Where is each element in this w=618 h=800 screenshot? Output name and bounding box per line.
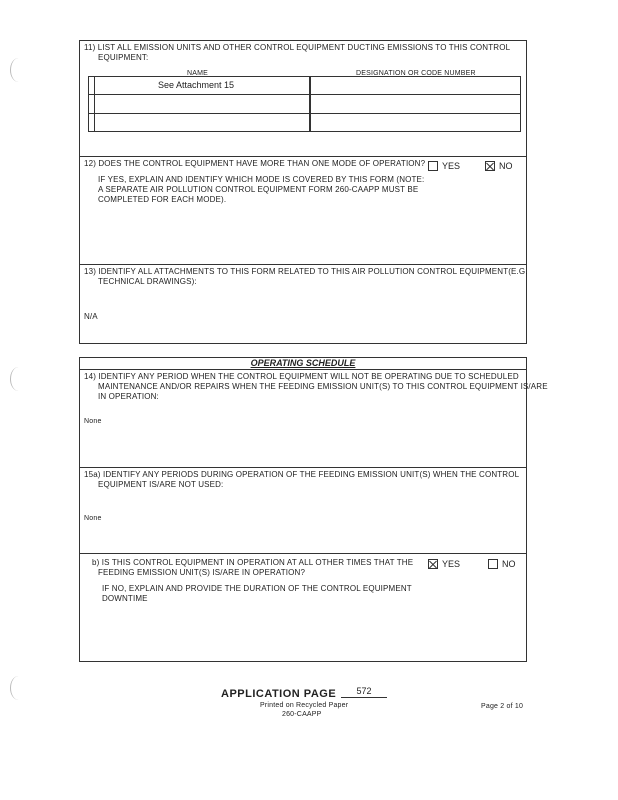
table-divider xyxy=(94,76,95,132)
q15a-label-cont: EQUIPMENT IS/ARE NOT USED: xyxy=(98,480,224,489)
section-divider xyxy=(79,467,527,468)
operating-schedule-header: OPERATING SCHEDULE xyxy=(250,358,356,368)
q12-yes-checkbox[interactable] xyxy=(428,161,438,171)
q15b-note-line1: IF NO, EXPLAIN AND PROVIDE THE DURATION OF THE CONTROL EQUIPMENT xyxy=(102,584,412,593)
q12-yes-label: YES xyxy=(442,161,461,171)
q13-label: 13) IDENTIFY ALL ATTACHMENTS TO THIS FORM RELATED TO THIS AIR POLLUTION CONTROL EQUIPMENT(E.G. xyxy=(84,267,528,276)
table-row-name-value: See Attachment 15 xyxy=(158,80,235,90)
q15b-yes-checkbox[interactable] xyxy=(428,559,438,569)
application-page-label: APPLICATION PAGE xyxy=(221,688,337,700)
q14-label-cont2: IN OPERATION: xyxy=(98,392,159,401)
header-divider xyxy=(79,369,527,370)
section-divider xyxy=(79,156,527,157)
punch-hole-mark xyxy=(10,676,27,700)
application-page-number: 572 xyxy=(341,686,387,698)
q13-label-cont: TECHNICAL DRAWINGS): xyxy=(98,277,197,286)
form-code: 260-CAAPP xyxy=(282,711,322,718)
q14-label-cont: MAINTENANCE AND/OR REPAIRS WHEN THE FEEDING EMISSION UNIT(S) TO THIS CONTROL EQUIPMENT IS/ARE xyxy=(98,382,548,391)
punch-hole-mark xyxy=(10,367,27,391)
q15b-label-cont: FEEDING EMISSION UNIT(S) IS/ARE IN OPERATION? xyxy=(98,568,306,577)
table-row-line xyxy=(88,113,310,114)
q15b-yes-label: YES xyxy=(442,559,461,569)
q15a-label: 15a) IDENTIFY ANY PERIODS DURING OPERATION OF THE FEEDING EMISSION UNIT(S) WHEN THE CONTROL xyxy=(84,470,520,479)
q15b-no-label: NO xyxy=(502,559,516,569)
q12-note-line1: IF YES, EXPLAIN AND IDENTIFY WHICH MODE IS COVERED BY THIS FORM (NOTE: xyxy=(98,175,425,184)
page-indicator: Page 2 of 10 xyxy=(481,703,524,710)
col-header-name: NAME xyxy=(187,70,209,77)
q11-label-cont: EQUIPMENT: xyxy=(98,53,149,62)
col-header-designation: DESIGNATION OR CODE NUMBER xyxy=(356,70,476,77)
q12-note-line2: A SEPARATE AIR POLLUTION CONTROL EQUIPMENT FORM 260-CAAPP MUST BE xyxy=(98,185,419,194)
section-divider xyxy=(79,553,527,554)
designation-column-table xyxy=(310,76,521,132)
q11-label: 11) LIST ALL EMISSION UNITS AND OTHER CONTROL EQUIPMENT DUCTING EMISSIONS TO THIS CONTROL xyxy=(84,43,511,52)
table-row-line xyxy=(310,113,521,114)
recycled-paper-note: Printed on Recycled Paper xyxy=(260,702,349,709)
punch-hole-mark xyxy=(10,58,27,82)
q12-no-checkbox[interactable] xyxy=(485,161,495,171)
q12-no-label: NO xyxy=(499,161,513,171)
q14-label: 14) IDENTIFY ANY PERIOD WHEN THE CONTROL EQUIPMENT WILL NOT BE OPERATING DUE TO SCHEDULED xyxy=(84,372,519,381)
section-divider xyxy=(79,264,527,265)
q14-answer: None xyxy=(84,418,102,425)
q15b-note-line2: DOWNTIME xyxy=(102,594,148,603)
section-operating-box xyxy=(79,357,527,662)
q15b-label: b) IS THIS CONTROL EQUIPMENT IN OPERATION AT ALL OTHER TIMES THAT THE xyxy=(92,558,414,567)
q15b-no-checkbox[interactable] xyxy=(488,559,498,569)
q13-answer: N/A xyxy=(84,312,98,321)
q12-label: 12) DOES THE CONTROL EQUIPMENT HAVE MORE THAN ONE MODE OF OPERATION? xyxy=(84,159,426,168)
table-row-line xyxy=(88,94,310,95)
q15a-answer: None xyxy=(84,515,102,522)
q12-note-line3: COMPLETED FOR EACH MODE). xyxy=(98,195,227,204)
table-row-line xyxy=(310,94,521,95)
